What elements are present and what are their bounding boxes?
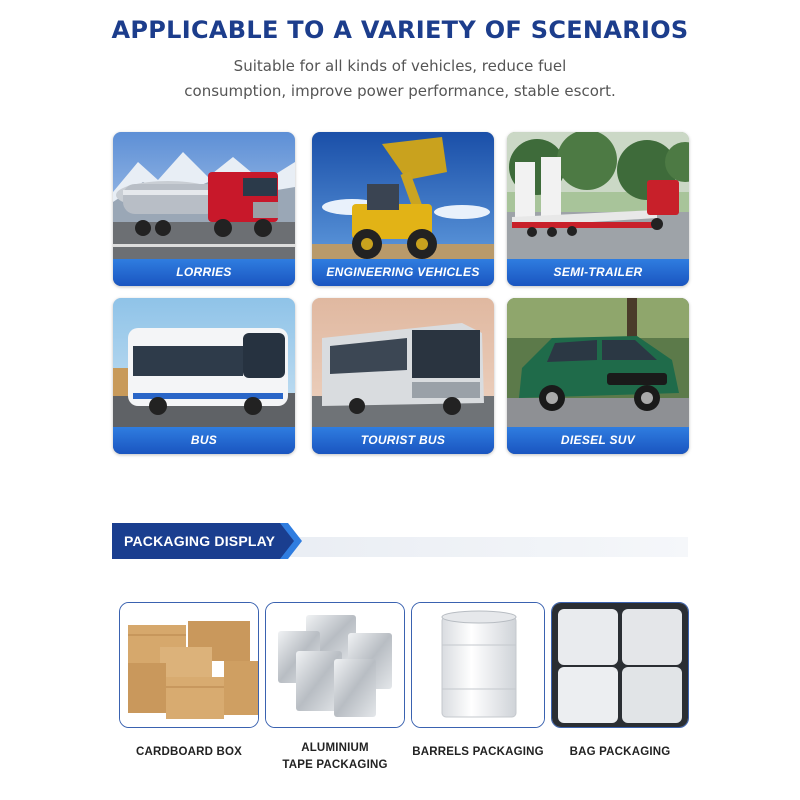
pack-card-cardboard[interactable] (119, 602, 259, 728)
scenario-card-lorries[interactable] (113, 132, 295, 286)
pack-card-aluminium[interactable] (265, 602, 405, 728)
scenario-label: DIESEL SUV (507, 427, 689, 454)
scenario-label: BUS (113, 427, 295, 454)
packaging-header (112, 523, 688, 559)
header-band (262, 537, 688, 557)
pack-label-line-2: TAPE PACKAGING (282, 759, 388, 771)
pack-label-bag: BAG PACKAGING (569, 746, 671, 758)
cardboard-boxes-image (120, 603, 259, 728)
scenario-label: ENGINEERING VEHICLES (312, 259, 494, 286)
packaging-title: PACKAGING DISPLAY (124, 533, 276, 549)
pack-label-line-1: ALUMINIUM (301, 742, 369, 754)
pack-card-barrel[interactable] (411, 602, 545, 728)
white-barrel-image (412, 603, 545, 728)
scenario-card-bus[interactable] (113, 298, 295, 454)
pack-card-bag[interactable] (551, 602, 689, 728)
bulk-bags-image (552, 603, 689, 728)
pack-label-cardboard: CARDBOARD BOX (135, 746, 243, 758)
pack-label-barrel: BARRELS PACKAGING (412, 746, 544, 758)
scenario-card-engineering-vehicles[interactable] (312, 132, 494, 286)
scenario-label: TOURIST BUS (312, 427, 494, 454)
scenario-card-diesel-suv[interactable] (507, 298, 689, 454)
page-title: APPLICABLE TO A VARIETY OF SCENARIOS (111, 16, 689, 44)
page-subtitle (150, 54, 650, 104)
pack-label-aluminium (265, 740, 405, 774)
scenario-label: LORRIES (113, 259, 295, 286)
foil-pouches-image (266, 603, 405, 728)
scenario-card-semi-trailer[interactable] (507, 132, 689, 286)
subtitle-line-1: Suitable for all kinds of vehicles, reduce fuel (233, 57, 567, 75)
scenario-label: SEMI-TRAILER (507, 259, 689, 286)
subtitle-line-2: consumption, improve power performance, stable escort. (184, 82, 616, 100)
scenario-card-tourist-bus[interactable] (312, 298, 494, 454)
